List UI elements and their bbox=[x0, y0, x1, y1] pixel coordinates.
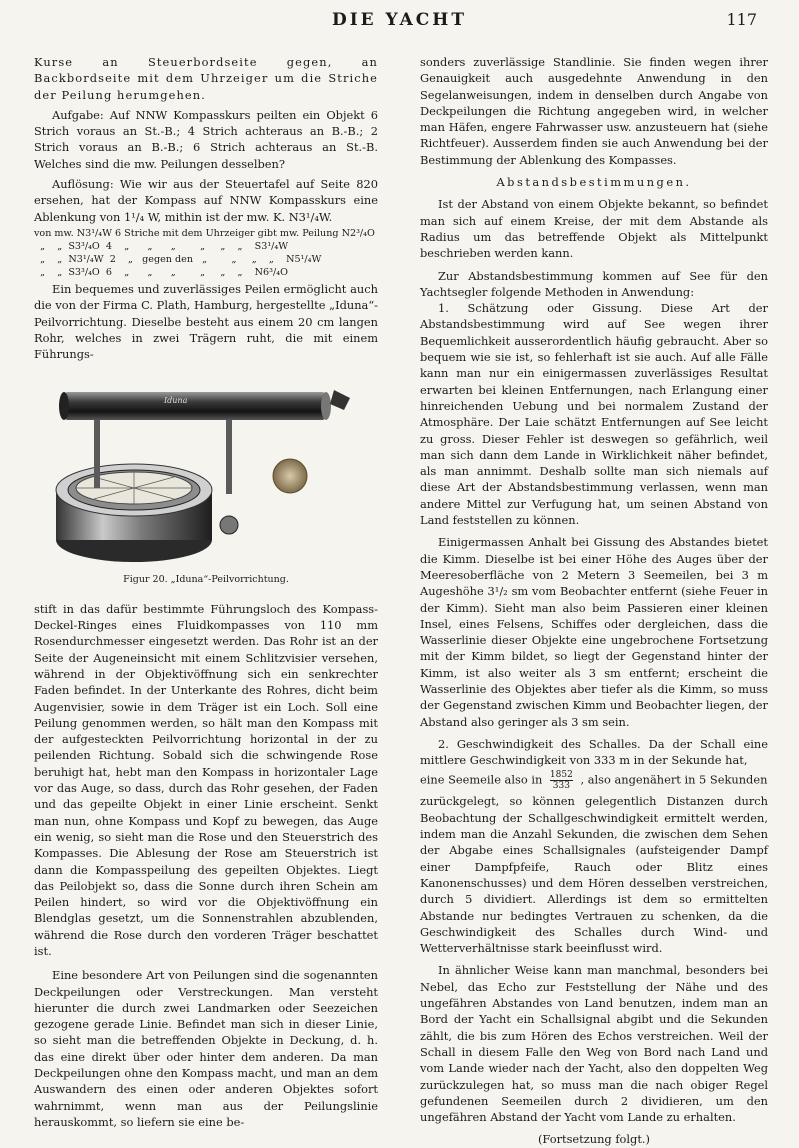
paragraph: Kurse an Steuerbordseite gegen, an Backbordseite mit dem Uhrzeiger um die Striche der Peilung herumgehen. bbox=[34, 55, 378, 102]
compass-illustration bbox=[34, 370, 378, 570]
fraction-line bbox=[420, 770, 768, 791]
paragraph: Aufgabe: Auf NNW Kompasskurs peilten ein Objekt 6 Strich voraus an St.-B.; 4 Strich achteraus an B.-B.; 2 Strich voraus an B.-B.; 6 Strich achteraus an St.-B. Welches sind die mw. Peilungen desselben? bbox=[34, 107, 378, 171]
paragraph: Ein bequemes und zuverlässiges Peilen ermöglicht auch die von der Firma C. Plath, Hamburg, hergestellte „Iduna“-Peilvorrichtung. Dieselbe besteht aus einem 20 cm langen Rohr, welches in zwei Trägern ruht, die mit einem Führungs- bbox=[34, 281, 378, 362]
bearing-line: „ „ S3³/₄O 6 „ „ „ „ „ „ N6³/₄O bbox=[34, 266, 288, 278]
paragraph: Ist der Abstand von einem Objekte bekannt, so befindet man sich auf einem Kreise, der mit dem Abstande als Radius um das betreffende Objekt als Mittelpunkt beschrieben werden kann. bbox=[420, 197, 768, 261]
paragraph: zurückgelegt, so können gelegentlich Distanzen durch Beobachtung der Schallgeschwindigkeit ermittelt werden, indem man die Anzahl Sekunden, die zwischen dem Sehen der Abgabe eines Schallsignales (aufsteigender Dampf einer Dampfpfeife, Rauch oder Blitz eines Kanonenschusses) und dem Hören desselben verstreichen, durch 5 dividiert. Allerdings ist dem so ermittelten Abstande nur bedingtes Vertrauen zu schenken, da die Geschwindigkeit des Schalles durch Wind- und Wetterverhältnisse stark beeinflusst wird. bbox=[420, 794, 768, 956]
paragraph: sonders zuverlässige Standlinie. Sie finden wegen ihrer Genauigkeit auch ausgedehnte Anwendung in den Segelanweisungen, indem in denselben durch Angabe von Deckpeilungen die Richtung angegeben wird, in welcher man Häfen, engere Fahrwasser usw. anzusteuern hat (siehe Richtfeuer). Ausserdem finden sie auch Anwendung bei der Bestimmung der Ablenkung des Kompasses. bbox=[420, 55, 768, 167]
text-fragment: eine Seemeile also in bbox=[420, 772, 543, 787]
left-column bbox=[34, 54, 378, 1130]
page-header bbox=[0, 10, 799, 34]
fraction-denominator: 333 bbox=[552, 781, 570, 792]
paragraph: 1. Schätzung oder Gissung. Diese Art der Abstandsbestimmung wird auf See wegen ihrer Bequemlichkeit ausserordentlich häufig gebraucht. Aber so bequem wie sie ist, so fehlerhaft ist sie auch. Auf alle Fälle kann man nur ein einigermassen zuverlässiges Resultat erwarten bei kleinen Entfernungen, nach Erlangung einer hinreichenden Uebung und bei normalem Zustand der Atmosphäre. Der Laie schätzt Entfernungen auf See leicht zu gross. Dieser Fehler ist deswegen so gefährlich, weil man sich dann dem Lande in Wirklichkeit näher befindet, als man annimmt. Deshalb sollte man sich niemals auf diese Art der Abstandsbestimmung verlassen, wenn man andere Mittel zur Verfugung hat, um seinen Abstand von Land feststellen zu können. bbox=[420, 301, 768, 528]
bearing-table bbox=[34, 227, 378, 279]
page-number: 117 bbox=[726, 10, 757, 29]
bearing-line: „ „ S3³/₄O 4 „ „ „ „ „ „ S3¹/₄W bbox=[34, 240, 289, 252]
paragraph: stift in das dafür bestimmte Führungsloch des Kompass-Deckel-Ringes eines Fluidkompasses von 110 mm Rosendurchmesser eingesetzt werden. Das Rohr ist an der Seite der Augeneinsicht mit einem Schlitzvisier versehen, während in der Objektivöffnung sich ein senkrechter Faden befindet. In der Unterkante des Rohres, dicht beim Augenvisier, sowie in dem Träger ist ein Loch. Soll eine Peilung genommen werden, so hält man den Kompass mit der aufgesteckten Peilvorrichtung horizontal in der zu peilenden Richtung. Sobald sich die schwingende Rose beruhigt hat, hebt man den Kompass in horizontaler Lage vor das Auge, so dass, durch das Rohr gesehen, der Faden und das gepeilte Objekt in einer Linie erscheint. Senkt man nun, ohne Kompass und Kopf zu bewegen, das Auge ein wenig, so sieht man die Rose und den Steuerstrich des Kompasses. Die Ablesung der Rose am Steuerstrich ist dann die Kompasspeilung des gepeilten Objektes. Liegt das Peilobjekt so, dass die Sonne durch ihren Schein am Peilen hindert, so wird vor die Objektivöffnung ein Blendglas gesetzt, um die Sonnenstrahlen abzublenden, während die Rose durch den vorderen Träger beschattet ist. bbox=[34, 601, 378, 958]
right-column bbox=[420, 54, 768, 1148]
paragraph: Eine besondere Art von Peilungen sind die sogenannten Deckpeilungen oder Verstreckungen. Man versteht hierunter die durch zwei Landmarken oder Seezeichen gezogene gerade Linie. Befindet man sich in dieser Linie, so sieht man die betreffenden Objekte in Deckung, d. h. das eine direkt über oder hinter dem anderen. Da man Deckpeilungen ohne den Kompass macht, und man an dem Auswandern des einen oder anderen Objektes sofort wahrnimmt, wenn man aus der Peilungslinie herauskommt, so liefern sie eine be- bbox=[34, 968, 378, 1129]
bearing-line: „ „ N3¹/₄W 2 „ gegen den „ „ „ „ N5¹/₄W bbox=[34, 253, 322, 265]
figure-iduna-bearing-device bbox=[34, 370, 378, 570]
continuation-note: (Fortsetzung folgt.) bbox=[537, 1132, 650, 1147]
paragraph: Einigermassen Anhalt bei Gissung des Abstandes bietet die Kimm. Dieselbe ist bei einer Höhe des Auges über der Meeresoberfläche von 2 Metern 3 Seemeilen, bei 3 m Augeshöhe 3¹/₂ sm vom Beobachter entfernt (siehe Feuer in der Kimm). Sieht man also beim Passieren einer kleinen Insel, eines Felsens, Schiffes oder dergleichen, dass die Wasserlinie dieser Objekte eine ungebrochene Fortsetzung mit der Kimm bildet, so liegt der Gegenstand hinter der Kimm, ist also weiter als 3 sm entfernt; erscheint die Wasserlinie des Objektes aber tiefer als die Kimm, so muss der Gegenstand zwischen Kimm und Beobachter liegen, der Abstand also geringer als 3 sm sein. bbox=[420, 535, 768, 729]
paragraph: Auflösung: Wie wir aus der Steuertafel auf Seite 820 ersehen, hat der Kompass auf NNW Kompasskurs eine Ablenkung von 1¹/₄ W, mithin ist der mw. K. N3¹/₄W. bbox=[34, 177, 378, 224]
figure-caption: Figur 20. „Iduna“-Peilvorrichtung. bbox=[123, 574, 289, 586]
fraction-numerator: 1852 bbox=[549, 770, 573, 781]
text-fragment: , also angenähert in 5 Sekunden bbox=[580, 772, 768, 787]
fraction bbox=[550, 770, 573, 791]
section-title: Abstandsbestimmungen. bbox=[496, 175, 692, 190]
paragraph: Zur Abstandsbestimmung kommen auf See für den Yachtsegler folgende Methoden in Anwendung: bbox=[420, 268, 768, 299]
paragraph: 2. Geschwindigkeit des Schalles. Da der Schall eine mittlere Geschwindigkeit von 333 m in der Sekunde hat, bbox=[420, 736, 768, 768]
paragraph: In ähnlicher Weise kann man manchmal, besonders bei Nebel, das Echo zur Feststellung der Nähe und des ungefähren Abstandes von Land benutzen, indem man an Bord der Yacht ein Schallsignal abgibt und die Sekunden zählt, die bis zum Hören des Echos verstreichen. Weil der Schall in diesem Falle den Weg von Bord nach Land und vom Lande wieder nach der Yacht, also den doppelten Weg zurückzulegen hat, so muss man die nach obiger Regel gefundenen Seemeilen durch 2 dividieren, um den ungefähren Abstand der Yacht vom Lande zu erhalten. bbox=[420, 963, 768, 1125]
bearing-line: von mw. N3¹/₄W 6 Striche mit dem Uhrzeiger gibt mw. Peilung N2³/₄O bbox=[34, 227, 375, 239]
journal-title: DIE YACHT bbox=[331, 10, 468, 30]
brand-engraving: Iduna bbox=[164, 396, 188, 406]
